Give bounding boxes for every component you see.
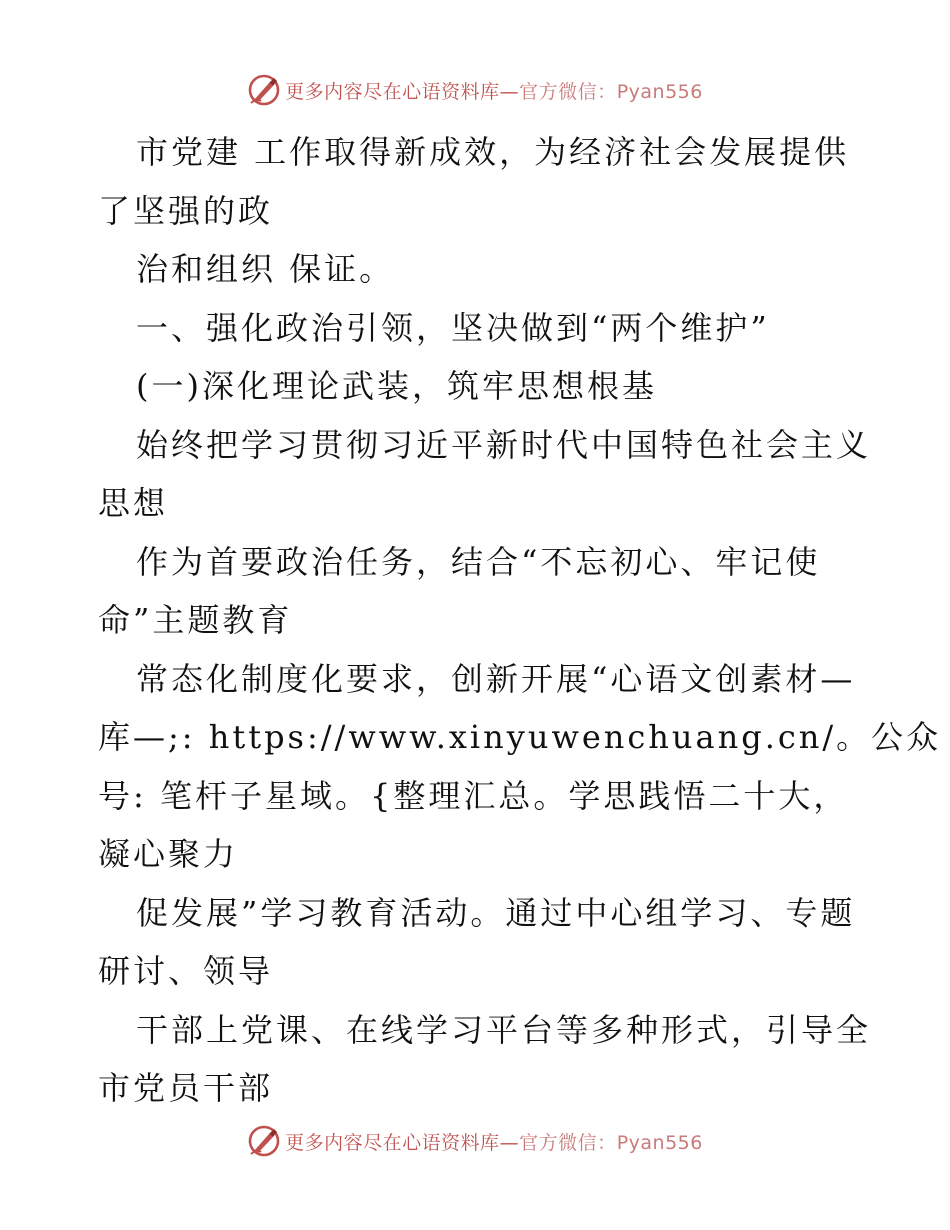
body-line: 市党员干部 xyxy=(98,1069,274,1107)
body-line: 治和组织 保证。 xyxy=(136,250,395,288)
body-line: 号: 笔杆子星域。{整理汇总。学思践悟二十大， xyxy=(98,776,849,815)
document-body xyxy=(98,123,942,1118)
watermark-wechat-id: Pyan556 xyxy=(616,1131,703,1154)
footer-watermark xyxy=(0,1121,950,1161)
body-line: 常态化制度化要求，创新开展“心语文创素材— xyxy=(136,659,856,698)
body-line: 研讨、领导 xyxy=(98,952,274,990)
watermark-wechat-label: 官方微信： xyxy=(519,1131,617,1154)
body-line: 凝心聚力 xyxy=(98,835,239,873)
watermark-dash: — xyxy=(499,80,520,103)
body-line: 了坚强的政 xyxy=(98,191,274,230)
section-heading: 一、强化政治引领，坚决做到“两个维护” xyxy=(136,308,770,347)
watermark-wechat-id: Pyan556 xyxy=(616,80,703,103)
body-line: 促发展”学习教育活动。通过中心组学习、专题 xyxy=(136,893,856,932)
watermark-site-text: 更多内容尽在心语资料库 xyxy=(285,1131,500,1154)
watermark-dash: — xyxy=(499,1131,520,1154)
pen-circle-logo-icon xyxy=(247,73,281,107)
watermark-site-text: 更多内容尽在心语资料库 xyxy=(285,80,500,103)
body-line: 市党建 工作取得新成效，为经济社会发展提供 xyxy=(136,133,850,171)
body-line: 命”主题教育 xyxy=(98,601,293,639)
pen-circle-logo-icon xyxy=(247,1124,281,1158)
watermark-text xyxy=(285,1128,703,1155)
body-line: 始终把学习贯彻习近平新时代中国特色社会主义 xyxy=(136,425,872,464)
body-line: 作为首要政治任务，结合“不忘初心、牢记使 xyxy=(136,542,821,581)
body-line: 思想 xyxy=(98,484,169,522)
body-line: 库—;: https://www.xinyuwenchuang.cn/。公众 xyxy=(98,718,942,756)
body-line: 干部上党课、在线学习平台等多种形式，引导全 xyxy=(136,1010,872,1049)
subsection-heading: (一)深化理论武装，筑牢思想根基 xyxy=(136,367,657,405)
watermark-wechat-label: 官方微信： xyxy=(519,80,617,103)
header-watermark xyxy=(0,70,950,110)
watermark-text xyxy=(285,77,703,104)
